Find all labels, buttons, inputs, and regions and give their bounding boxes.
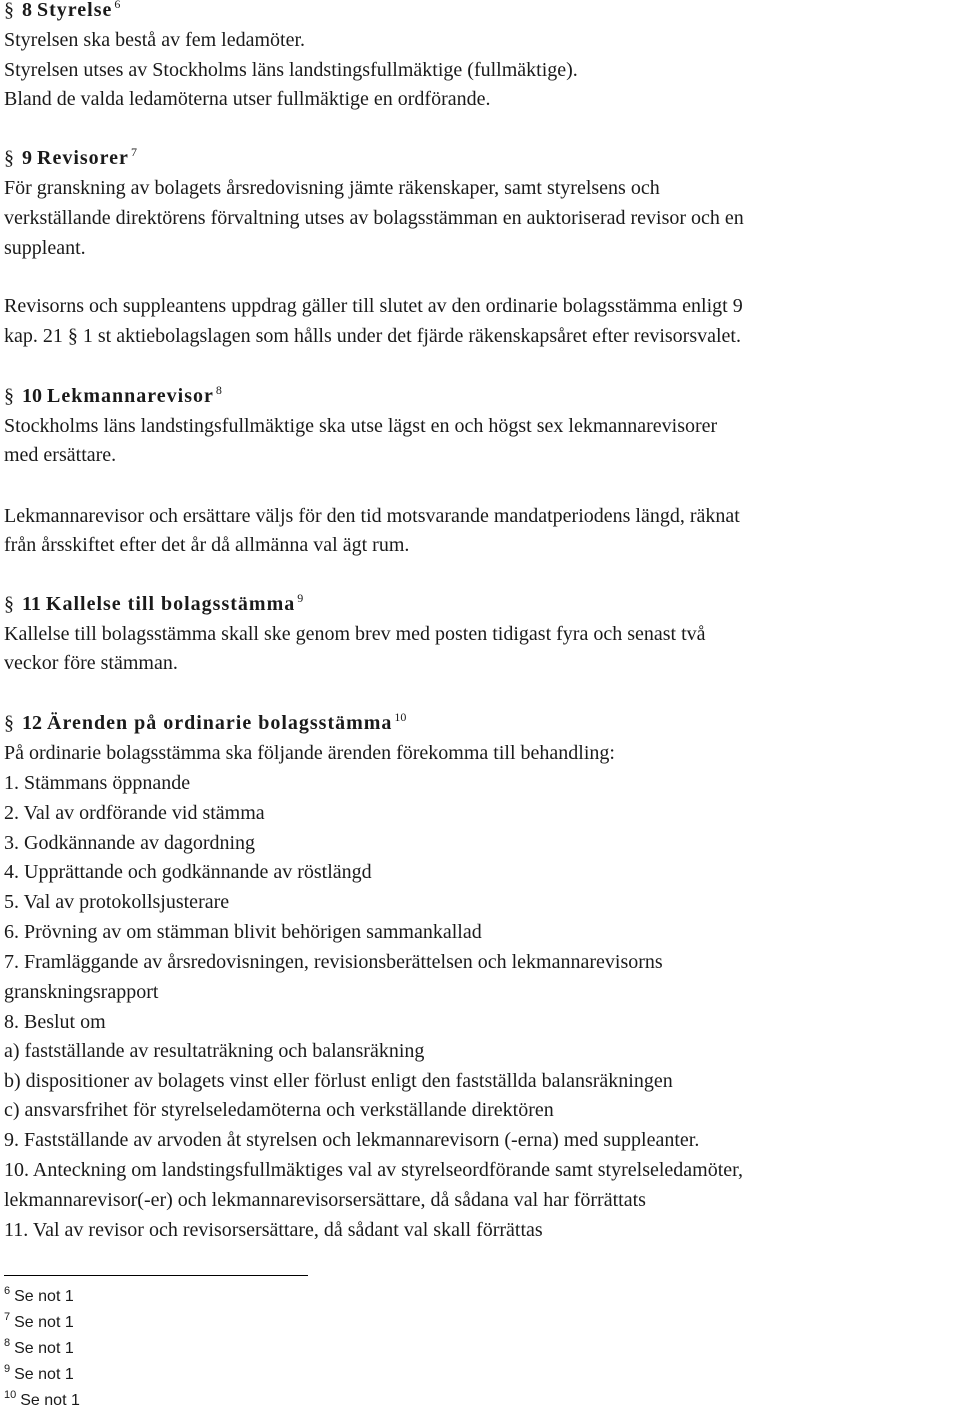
agenda-item: b) dispositioner av bolagets vinst eller förlust enligt den fastställda balansräkningen <box>4 1070 673 1092</box>
section-10-heading <box>4 384 222 408</box>
section-10-line-3: Lekmannarevisor och ersättare väljs för den tid motsvarande mandatperiodens längd, räknat <box>4 505 740 527</box>
section-10-line-1: Stockholms läns landstingsfullmäktige ska utse lägst en och högst sex lekmannarevisorer <box>4 415 718 437</box>
section-number: 12 <box>22 712 42 734</box>
footnote <box>4 1391 80 1411</box>
agenda-item: 6. Prövning av om stämman blivit behörigen sammankallad <box>4 921 482 943</box>
footnote-number: 10 <box>4 1389 17 1401</box>
agenda-item: a) fastställande av resultaträkning och balansräkning <box>4 1040 425 1062</box>
footnote <box>4 1313 74 1333</box>
section-number: 9 <box>22 147 32 169</box>
footnote-ref: 6 <box>114 0 121 11</box>
section-11-line-2: veckor före stämman. <box>4 652 178 674</box>
section-12-heading <box>4 711 406 735</box>
section-11-heading <box>4 592 303 616</box>
agenda-item: 11. Val av revisor och revisorsersättare, då sådant val skall förrättas <box>4 1219 543 1241</box>
footnote-ref: 7 <box>130 145 137 159</box>
footnote-text: Se not 1 <box>14 1288 74 1305</box>
section-9-line-3: suppleant. <box>4 237 86 259</box>
agenda-item: 1. Stämmans öppnande <box>4 772 191 794</box>
section-title: Styrelse <box>37 0 113 21</box>
agenda-item: 7. Framläggande av årsredovisningen, revisionsberättelsen och lekmannarevisorns <box>4 951 663 973</box>
section-sign: § <box>4 385 14 407</box>
agenda-item: 9. Fastställande av arvoden åt styrelsen och lekmannarevisorn (-erna) med suppleanter. <box>4 1129 700 1151</box>
footnote <box>4 1365 74 1385</box>
footnote-number: 8 <box>4 1337 11 1349</box>
footnote-ref: 10 <box>394 710 407 724</box>
section-sign: § <box>4 0 14 21</box>
section-9-line-4: Revisorns och suppleantens uppdrag gäller till slutet av den ordinarie bolagsstämma enligt 9 <box>4 295 743 317</box>
section-title: Revisorer <box>37 147 129 169</box>
agenda-item: 5. Val av protokollsjusterare <box>4 891 230 913</box>
agenda-item: c) ansvarsfrihet för styrelseledamöterna och verkställande direktören <box>4 1099 554 1121</box>
agenda-item: lekmannarevisor(-er) och lekmannarevisorsersättare, då sådana val har förrättats <box>4 1189 646 1211</box>
footnote-ref: 8 <box>215 383 222 397</box>
section-number: 10 <box>22 385 42 407</box>
section-title: Lekmannarevisor <box>47 385 214 407</box>
footnote <box>4 1339 74 1359</box>
section-8-line-2: Styrelsen utses av Stockholms läns landstingsfullmäktige (fullmäktige). <box>4 59 578 81</box>
section-8-heading <box>4 0 120 22</box>
footnote-text: Se not 1 <box>14 1314 74 1331</box>
footnote-text: Se not 1 <box>20 1392 80 1409</box>
section-9-heading <box>4 146 137 170</box>
agenda-item: 8. Beslut om <box>4 1011 106 1033</box>
section-10-line-4: från årsskiftet efter det år då allmänna val ägt rum. <box>4 534 410 556</box>
footnote-text: Se not 1 <box>14 1366 74 1383</box>
section-number: 11 <box>22 593 41 615</box>
section-sign: § <box>4 147 14 169</box>
section-10-line-2: med ersättare. <box>4 444 117 466</box>
section-9-line-5: kap. 21 § 1 st aktiebolagslagen som hålls under det fjärde räkenskapsåret efter revisorsvalet. <box>4 325 741 347</box>
footnote-ref: 9 <box>297 591 304 605</box>
footnote-text: Se not 1 <box>14 1340 74 1357</box>
section-12-intro: På ordinarie bolagsstämma ska följande ärenden förekomma till behandling: <box>4 742 615 764</box>
section-9-line-2: verkställande direktörens förvaltning utses av bolagsstämman en auktoriserad revisor och en <box>4 207 744 229</box>
section-11-line-1: Kallelse till bolagsstämma skall ske genom brev med posten tidigast fyra och senast två <box>4 623 706 645</box>
agenda-item: 3. Godkännande av dagordning <box>4 832 256 854</box>
section-sign: § <box>4 712 14 734</box>
section-8-line-3: Bland de valda ledamöterna utser fullmäktige en ordförande. <box>4 88 491 110</box>
footnote-number: 9 <box>4 1363 11 1375</box>
agenda-item: granskningsrapport <box>4 981 159 1003</box>
footnote-number: 7 <box>4 1311 11 1323</box>
agenda-item: 10. Anteckning om landstingsfullmäktiges val av styrelseordförande samt styrelseledamöter, <box>4 1159 744 1181</box>
agenda-item: 2. Val av ordförande vid stämma <box>4 802 265 824</box>
footnote <box>4 1287 74 1307</box>
footnote-separator <box>4 1275 308 1276</box>
footnote-number: 6 <box>4 1285 11 1297</box>
section-number: 8 <box>22 0 32 21</box>
section-title: Kallelse till bolagsstämma <box>45 593 296 615</box>
section-8-line-1: Styrelsen ska bestå av fem ledamöter. <box>4 29 306 51</box>
agenda-item: 4. Upprättande och godkännande av röstlängd <box>4 861 372 883</box>
section-9-line-1: För granskning av bolagets årsredovisning jämte räkenskaper, samt styrelsens och <box>4 177 660 199</box>
section-sign: § <box>4 593 14 615</box>
section-title: Ärenden på ordinarie bolagsstämma <box>47 712 393 734</box>
